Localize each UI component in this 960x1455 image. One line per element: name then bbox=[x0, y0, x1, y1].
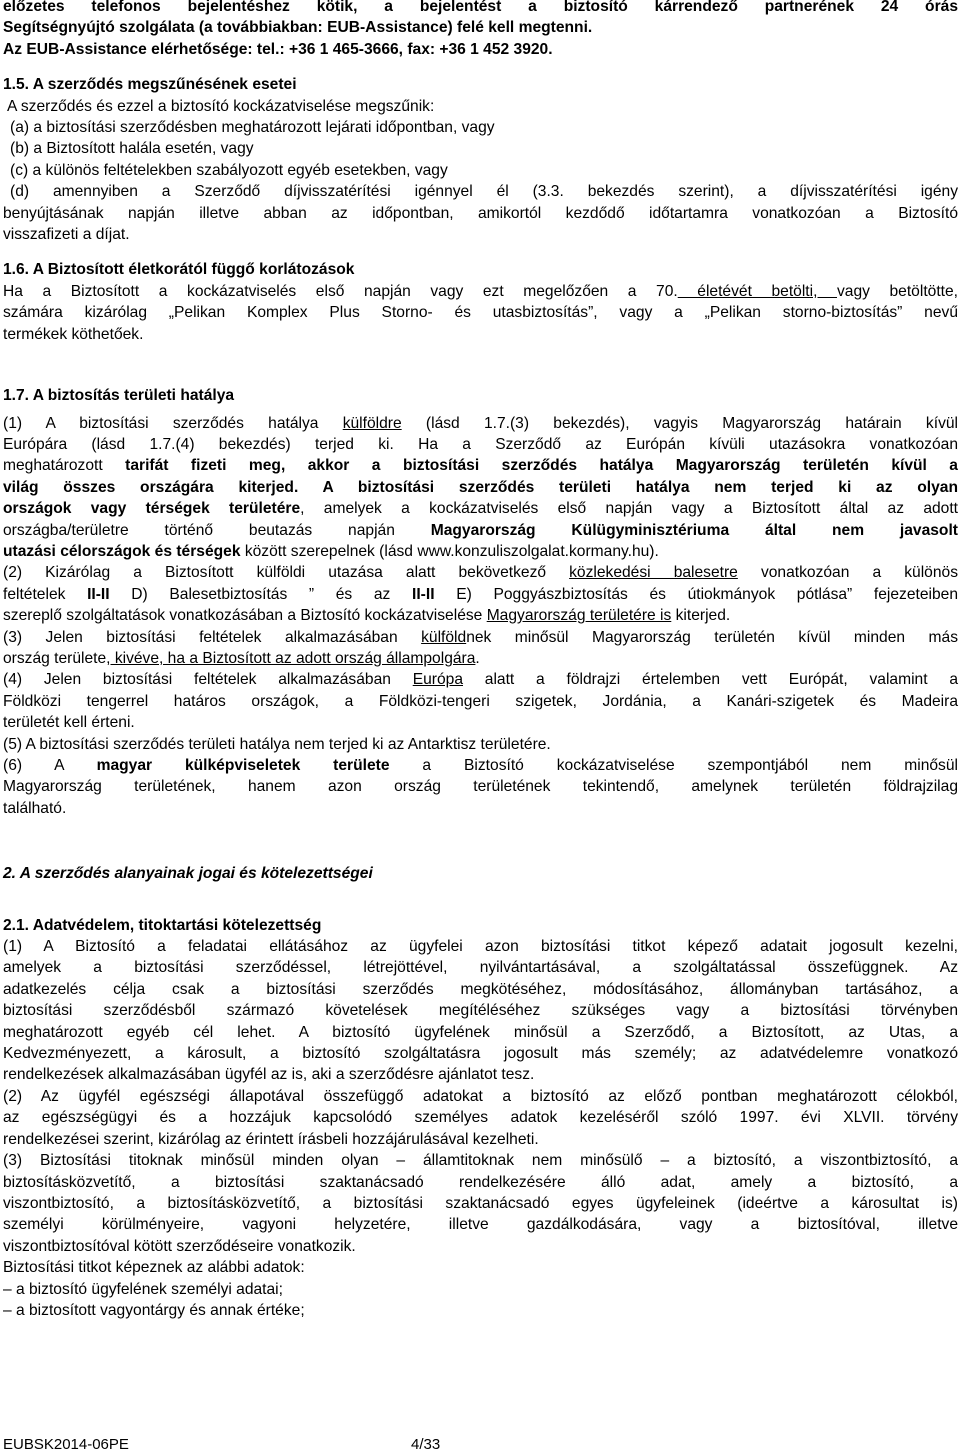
paragraph-line: országba/területre történő beutazás napján Magyarország Külügyminisztériuma által nem javasolt bbox=[3, 521, 958, 539]
intro-line: Az EUB-Assistance elérhetősége: tel.: +36 1 465-3666, fax: +36 1 452 3920. bbox=[3, 40, 553, 58]
paragraph-line: (1) A Biztosító a feladatai ellátásához az ügyfelei azon biztosítási titkot képező adatait jogosult kezelni, bbox=[3, 938, 958, 956]
paragraph-line: (1) A biztosítási szerződés hatálya külföldre (lásd 1.7.(3) bekezdés), vagyis Magyarország határain kívül bbox=[3, 414, 958, 432]
paragraph-line: világ összes országára kiterjed. A biztosítási szerződés területi hatálya nem terjed ki az olyan bbox=[3, 478, 958, 496]
paragraph-line: Magyarország területének, hanem azon ország területének tekintendő, amelynek területén földrajzilag bbox=[3, 778, 958, 796]
paragraph-line: biztosítási szerződésből származó követelések megítéléséhez szükséges vagy a biztosítási törvényben bbox=[3, 1002, 958, 1020]
paragraph-line: Biztosítási titkot képeznek az alábbi adatok: bbox=[3, 1259, 305, 1277]
paragraph-line: meghatározott tarifát fizeti meg, akkor a biztosítási szerződés hatálya Magyarország területén kívül a bbox=[3, 457, 958, 475]
paragraph-line: adatkezelés célja csak a biztosítási szerződés megkötéséhez, módosításához, állományban tartásához, a bbox=[3, 980, 958, 998]
section-1-5 bbox=[3, 74, 958, 245]
paragraph-line: országok vagy térségek területére, amelyek a kockázatviselés első napján vagy a Biztosított által az adott bbox=[3, 500, 959, 518]
document-page bbox=[3, 0, 958, 1321]
section-2-1 bbox=[3, 915, 958, 1322]
document-code: EUBSK2014-06PE bbox=[3, 1436, 129, 1453]
paragraph-line: Európára (lásd 1.7.(4) bekezdés) terjed ki. Ha a Szerződő az Európán kívüli utazásokra vonatkozóan bbox=[3, 435, 958, 453]
paragraph-line: rendelkezések alkalmazásában ügyfél az is, aki a szerződésre ajánlatot tesz. bbox=[3, 1066, 535, 1084]
paragraph-line: Kedvezményezett, a károsult, a biztosító szolgáltatásra jogosult más személy; az adatvédelemre vonatkozó bbox=[3, 1045, 958, 1063]
paragraph-line: (3) Biztosítási titoknak minősül minden olyan – államtitoknak nem minősülő – a biztosító, a viszontbiztosító, a bbox=[3, 1152, 958, 1170]
section-1-6 bbox=[3, 259, 958, 345]
paragraph-line: rendelkezései szerint, kizárólag az érintett írásbeli hozzájárulásával kezelheti. bbox=[3, 1130, 539, 1148]
list-item-cont: visszafizeti a díjat. bbox=[3, 226, 130, 244]
paragraph-line: viszontbiztosító, a biztosításközvetítő, a biztosítási szaktanácsadó egyes ügyfeleinek (ideértve a károsultat is) bbox=[3, 1194, 958, 1212]
section-heading: 1.5. A szerződés megszűnésének esetei bbox=[3, 76, 297, 94]
list-item-cont: benyújtásának napján illetve abban az időpontban, amikortól kezdődő időtartamra vonatkozóan a Biztosító bbox=[3, 204, 958, 222]
section-text: A szerződés és ezzel a biztosító kockázatviselése megszűnik: bbox=[7, 97, 435, 115]
list-item: – a biztosított vagyontárgy és annak értéke; bbox=[3, 1301, 305, 1319]
section-heading: 1.7. A biztosítás területi hatálya bbox=[3, 387, 235, 405]
section-heading: 1.6. A Biztosított életkorától függő korlátozások bbox=[3, 261, 355, 279]
paragraph-line: meghatározott egyéb cél lehet. A biztosító ügyfelének minősül a Szerződő, a Biztosított, az Utas, a bbox=[3, 1023, 958, 1041]
section-2 bbox=[3, 863, 958, 884]
section-1-7 bbox=[3, 385, 958, 819]
paragraph-line: (2) Az ügyfél egészségi állapotával összefüggő adatokat a biztosító az előző pontban meghatározott célokból, bbox=[3, 1087, 958, 1105]
paragraph-line: található. bbox=[3, 799, 67, 817]
paragraph-line: (5) A biztosítási szerződés területi hatálya nem terjed ki az Antarktisz területére. bbox=[3, 735, 551, 753]
paragraph-line: feltételek II-II D) Balesetbiztosítás ” és az II-II E) Poggyászbiztosítás és útiokmányok pótlása” fejezeteiben bbox=[3, 585, 959, 603]
paragraph-line: (6) A magyar külképviseletek területe a Biztosító kockázatviselése szempontjából nem minősül bbox=[3, 757, 958, 774]
paragraph-line: (2) Kizárólag a Biztosított külföldi utazása alatt bekövetkező közlekedési balesetre vonatkozóan a különös bbox=[3, 564, 958, 582]
section-text: számára kizárólag „Pelikan Komplex Plus Storno- és utasbiztosítás”, vagy a „Pelikan storno-biztosítás” nevű bbox=[3, 304, 958, 322]
chapter-heading: 2. A szerződés alanyainak jogai és kötelezettségei bbox=[3, 865, 373, 883]
section-heading: 2.1. Adatvédelem, titoktartási kötelezettség bbox=[3, 916, 322, 934]
list-item: (d) amennyiben a Szerződő díjvisszatérítési igénnyel él (3.3. bekezdés szerint), a díjvisszatérítési igény bbox=[10, 183, 958, 201]
list-item: (c) a különös feltételekben szabályozott egyéb esetekben, vagy bbox=[10, 161, 448, 179]
intro-paragraph bbox=[3, 0, 958, 60]
paragraph-line: területét kell érteni. bbox=[3, 714, 135, 732]
paragraph-line: (4) Jelen biztosítási feltételek alkalmazásában Európa alatt a földrajzi értelemben vett Európát, valamint a bbox=[3, 671, 958, 689]
paragraph-line: Földközi tengerrel határos országok, a Földközi-tengeri szigetek, Jordánia, a Kanári-szigetek és Madeira bbox=[3, 692, 958, 710]
paragraph-line: viszontbiztosítóval kötött szerződéseire vonatkozik. bbox=[3, 1237, 356, 1255]
intro-line: előzetes telefonos bejelentéshez kötik, a bejelentést a biztosító kárrendező partnerének 24 órás bbox=[3, 0, 958, 15]
paragraph-line: biztosításközvetítő, a biztosítási szaktanácsadó rendelkezésére álló adat, amely a biztosító, a bbox=[3, 1173, 958, 1191]
paragraph-line: amelyek a biztosítási szerződéssel, létrejöttével, nyilvántartásával, a szolgáltatással összefüggnek. Az bbox=[3, 959, 958, 977]
paragraph-line: az egészségügyi és a hozzájuk kapcsolódó személyes adatok kezeléséről szóló 1997. évi XLVII. törvény bbox=[3, 1109, 958, 1127]
list-item: (b) a Biztosított halála esetén, vagy bbox=[10, 140, 254, 158]
paragraph-line: személyi körülményeire, vagyoni helyzetére, illetve gazdálkodására, vagy a biztosítóval, illetve bbox=[3, 1216, 958, 1234]
section-text: Ha a Biztosított a kockázatviselés első napján vagy ezt megelőzően a 70. életévét betölti, vagy betöltötte, bbox=[3, 282, 958, 300]
paragraph-line: utazási célországok és térségek között szerepelnek (lásd www.konzuliszolgalat.kormany.hu). bbox=[3, 542, 659, 560]
paragraph-line: ország területe, kivéve, ha a Biztosított az adott ország állampolgára. bbox=[3, 649, 480, 667]
underlined-text: életévét betölti, bbox=[677, 282, 837, 300]
section-text: termékek köthetőek. bbox=[3, 325, 144, 343]
list-item: (a) a biztosítási szerződésben meghatározott lejárati időpontban, vagy bbox=[10, 119, 495, 137]
paragraph-line: szereplő szolgáltatások vonatkozásában a Biztosító kockázatviselése Magyarország területére is kiterjed. bbox=[3, 607, 731, 625]
intro-line: Segítségnyújtó szolgálata (a továbbiakban: EUB-Assistance) felé kell megtenni. bbox=[3, 19, 593, 37]
page-number: 4/33 bbox=[411, 1436, 441, 1453]
list-item: – a biztosító ügyfelének személyi adatai; bbox=[3, 1280, 283, 1298]
page-footer bbox=[3, 1434, 563, 1452]
paragraph-line: (3) Jelen biztosítási feltételek alkalmazásában külföldnek minősül Magyarország területén kívül minden más bbox=[3, 628, 959, 646]
